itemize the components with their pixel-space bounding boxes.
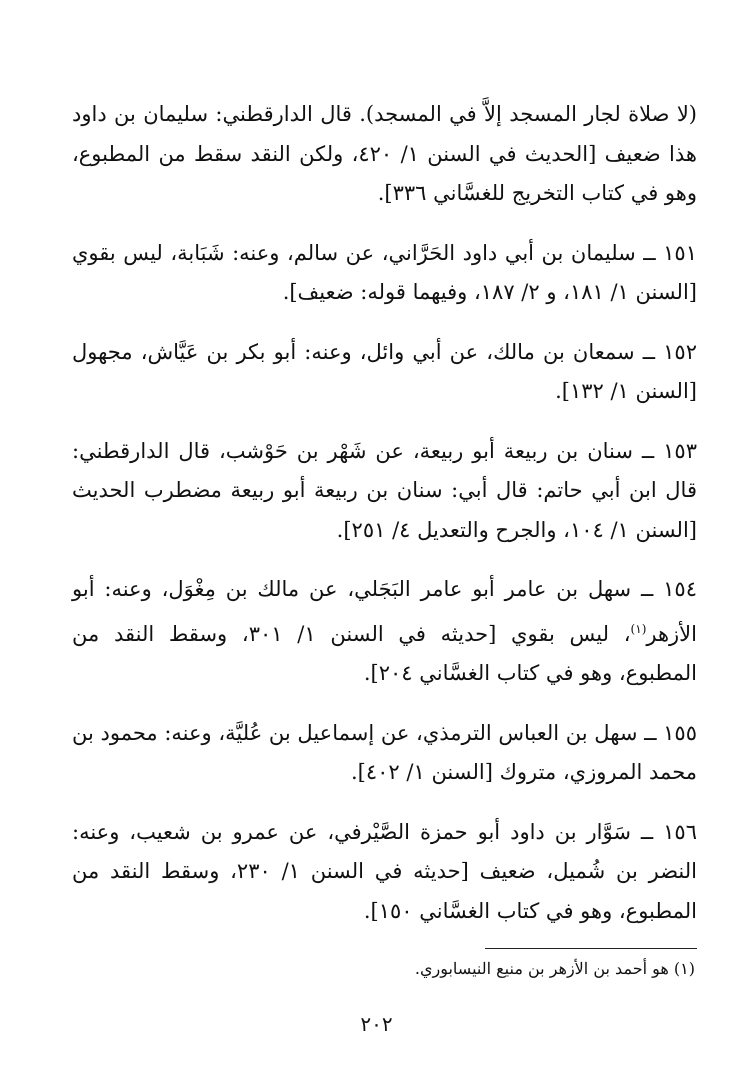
entry-154-text-before: ١٥٤ ــ سهل بن عامر أبو عامر البَجَلي، عن مالك بن مِغْوَل، وعنه: أبو الأزهر	[72, 577, 697, 646]
entry-154-text-after: ، ليس بقوي [حديثه في السنن ١/ ٣٠١، وسقط النقد من المطبوع، وهو في كتاب الغسَّاني ٢٠٤].	[72, 621, 697, 685]
footnote: (١) هو أحمد بن الأزهر بن منيع النيسابوري.	[414, 959, 695, 978]
entry-156: ١٥٦ ــ سَوَّار بن داود أبو حمزة الصَّيْرفي، عن عمرو بن شعيب، وعنه: النضر بن شُميل، ضعيف [حديثه في السنن ١/ ٢٣٠، وسقط النقد من المطبوع، وهو في كتاب الغسَّاني ١٥٠].	[72, 819, 697, 923]
page-number: ٢٠٢	[360, 1012, 393, 1036]
paragraph-intro: (لا صلاة لجار المسجد إلاَّ في المسجد). قال الدارقطني: سليمان بن داود هذا ضعيف [الحديث في السنن ١/ ٤٢٠، ولكن النقد سقط من المطبوع، وهو في كتاب التخريج للغسَّاني ٣٣٦].	[72, 102, 697, 205]
entry-154	[72, 570, 697, 694]
page-body	[72, 95, 697, 951]
entry-152: ١٥٢ ــ سمعان بن مالك، عن أبي وائل، وعنه: أبو بكر بن عَيَّاش، مجهول [السنن ١/ ١٣٢].	[72, 339, 697, 403]
entry-153: ١٥٣ ــ سنان بن ربيعة أبو ربيعة، عن شَهْر بن حَوْشب، قال الدارقطني: قال ابن أبي حاتم: قال أبي: سنان بن ربيعة أبو ربيعة مضطرب الحديث [السنن ١/ ١٠٤، والجرح والتعديل ٤/ ٢٥١].	[72, 438, 697, 542]
entry-151: ١٥١ ــ سليمان بن أبي داود الحَرَّاني، عن سالم، وعنه: شَبَابة، ليس بقوي [السنن ١/ ١٨١، و ٢/ ١٨٧، وفيهما قوله: ضعيف].	[72, 240, 697, 304]
footnote-reference[interactable]: (١)	[630, 621, 647, 636]
footnote-divider	[485, 948, 697, 949]
entry-155: ١٥٥ ــ سهل بن العباس الترمذي، عن إسماعيل بن عُليَّة، وعنه: محمود بن محمد المروزي، متروك [السنن ١/ ٤٠٢].	[72, 720, 697, 784]
